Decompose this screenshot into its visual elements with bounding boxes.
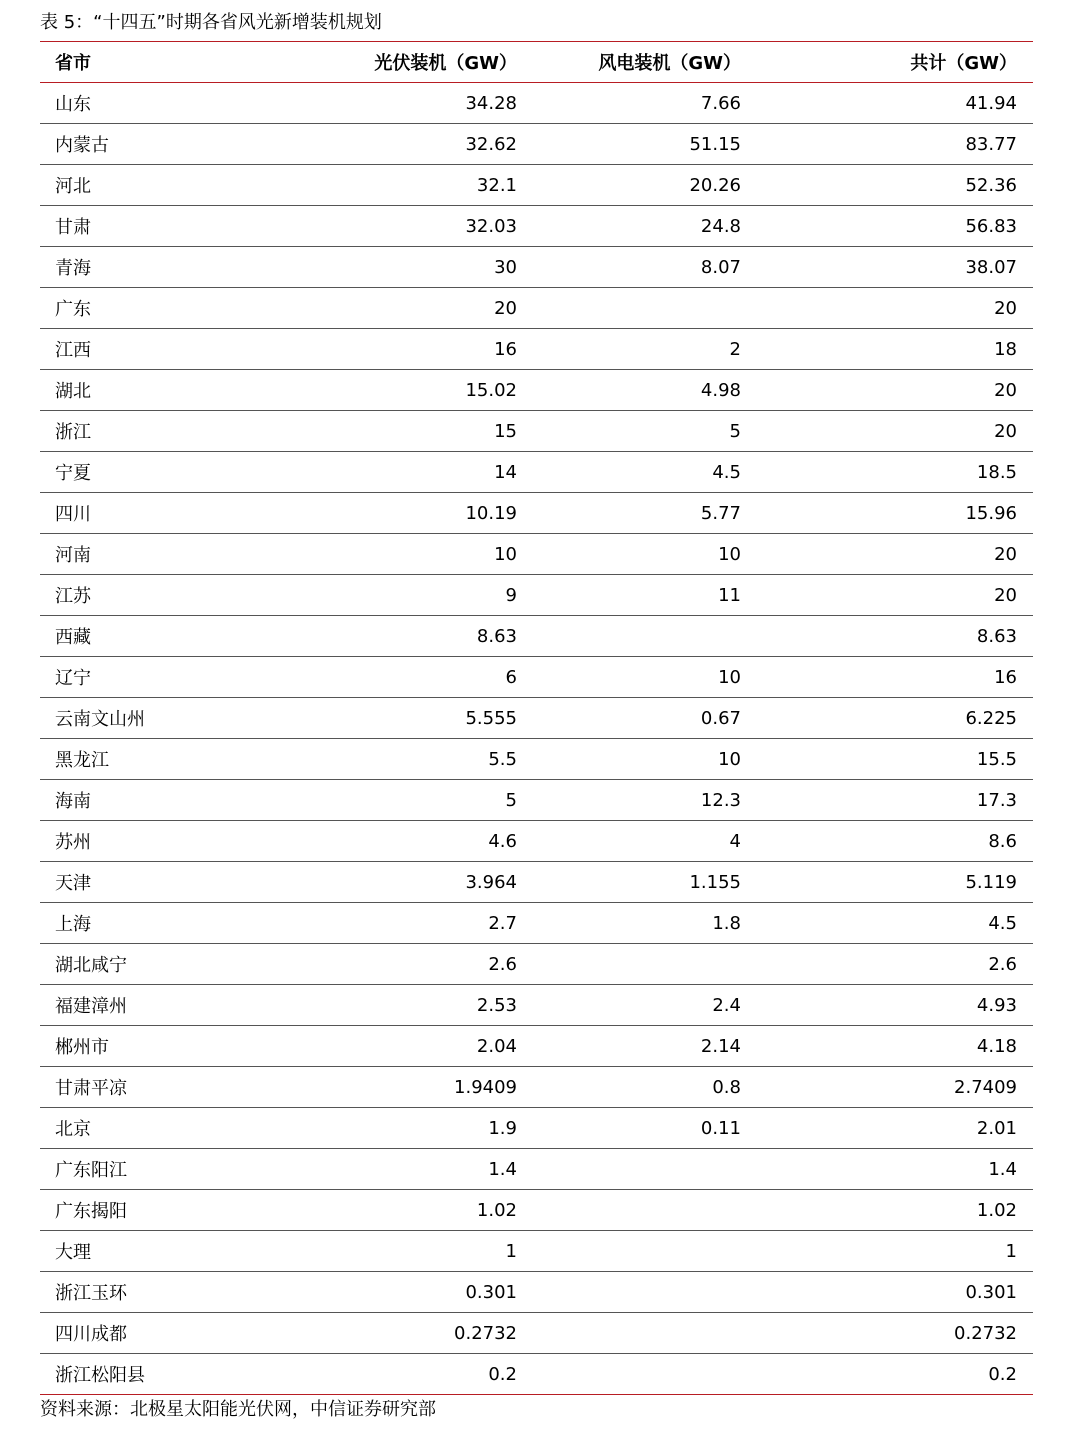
row-province: 甘肃 xyxy=(55,217,91,238)
row-province: 四川成都 xyxy=(55,1324,127,1345)
row-province: 天津 xyxy=(55,873,91,894)
row-total-value: 38.07 xyxy=(965,256,1017,278)
row-province: 山东 xyxy=(55,94,91,115)
table-row xyxy=(40,1108,1033,1149)
header-province: 省市 xyxy=(55,53,91,74)
row-wind-value: 10 xyxy=(718,543,741,565)
row-pv-value: 1 xyxy=(505,1240,517,1262)
table-row xyxy=(40,1149,1033,1190)
row-province: 青海 xyxy=(55,258,91,279)
row-pv-value: 2.6 xyxy=(488,953,517,975)
row-total-value: 20 xyxy=(994,297,1017,319)
row-wind-value: 0.11 xyxy=(700,1117,741,1139)
row-pv-value: 5.5 xyxy=(488,748,517,770)
table-row xyxy=(40,739,1033,780)
table-row xyxy=(40,411,1033,452)
row-pv-value: 30 xyxy=(494,256,517,278)
row-pv-value: 1.02 xyxy=(476,1199,517,1221)
row-province: 广东阳江 xyxy=(55,1160,127,1181)
row-wind-value: 24.8 xyxy=(700,215,741,237)
table-header-row xyxy=(40,42,1033,83)
table-row xyxy=(40,1067,1033,1108)
header-wind-capacity: 风电装机（GW） xyxy=(598,53,741,74)
table-row xyxy=(40,1190,1033,1231)
row-province: 湖北咸宁 xyxy=(55,955,127,976)
row-wind-value: 2 xyxy=(729,338,741,360)
row-total-value: 20 xyxy=(994,584,1017,606)
row-province: 江苏 xyxy=(55,586,91,607)
row-total-value: 20 xyxy=(994,379,1017,401)
table-body xyxy=(40,83,1033,1395)
header-pv-capacity: 光伏装机（GW） xyxy=(374,53,517,74)
row-province: 辽宁 xyxy=(55,668,91,689)
row-wind-value: 0.8 xyxy=(712,1076,741,1098)
row-province: 内蒙古 xyxy=(55,135,109,156)
table-row xyxy=(40,657,1033,698)
row-province: 广东 xyxy=(55,299,91,320)
row-wind-value: 2.14 xyxy=(700,1035,741,1057)
row-pv-value: 20 xyxy=(494,297,517,319)
row-province: 云南文山州 xyxy=(55,709,145,730)
row-wind-value: 7.66 xyxy=(700,92,741,114)
row-wind-value: 51.15 xyxy=(689,133,741,155)
table-row xyxy=(40,821,1033,862)
row-province: 广东揭阳 xyxy=(55,1201,127,1222)
row-total-value: 2.7409 xyxy=(954,1076,1017,1098)
table-row xyxy=(40,452,1033,493)
row-province: 河北 xyxy=(55,176,91,197)
row-total-value: 2.01 xyxy=(976,1117,1017,1139)
row-wind-value: 20.26 xyxy=(689,174,741,196)
row-total-value: 15.5 xyxy=(976,748,1017,770)
header-total: 共计（GW） xyxy=(910,53,1017,74)
row-total-value: 15.96 xyxy=(965,502,1017,524)
table-row xyxy=(40,247,1033,288)
row-pv-value: 15 xyxy=(494,420,517,442)
table-row xyxy=(40,1231,1033,1272)
table-row xyxy=(40,370,1033,411)
row-province: 海南 xyxy=(55,791,91,812)
row-total-value: 1 xyxy=(1005,1240,1017,1262)
row-total-value: 52.36 xyxy=(965,174,1017,196)
row-total-value: 0.2732 xyxy=(954,1322,1017,1344)
row-total-value: 0.2 xyxy=(988,1363,1017,1385)
table-row xyxy=(40,780,1033,821)
table-row xyxy=(40,83,1033,124)
row-province: 四川 xyxy=(55,504,91,525)
row-province: 江西 xyxy=(55,340,91,361)
row-wind-value: 10 xyxy=(718,748,741,770)
row-pv-value: 32.62 xyxy=(465,133,517,155)
table-row xyxy=(40,329,1033,370)
row-pv-value: 15.02 xyxy=(465,379,517,401)
table-caption: 表 5：“十四五”时期各省风光新增装机规划 xyxy=(40,12,382,33)
row-total-value: 2.6 xyxy=(988,953,1017,975)
row-pv-value: 34.28 xyxy=(465,92,517,114)
row-wind-value: 1.8 xyxy=(712,912,741,934)
table-row xyxy=(40,862,1033,903)
row-pv-value: 8.63 xyxy=(476,625,517,647)
table-row xyxy=(40,944,1033,985)
row-province: 浙江松阳县 xyxy=(55,1365,145,1386)
row-total-value: 4.18 xyxy=(976,1035,1017,1057)
row-total-value: 1.4 xyxy=(988,1158,1017,1180)
row-wind-value: 8.07 xyxy=(700,256,741,278)
row-pv-value: 9 xyxy=(505,584,517,606)
row-pv-value: 3.964 xyxy=(465,871,517,893)
row-province: 福建漳州 xyxy=(55,996,127,1017)
row-wind-value: 2.4 xyxy=(712,994,741,1016)
row-province: 大理 xyxy=(55,1242,91,1263)
row-pv-value: 2.04 xyxy=(476,1035,517,1057)
row-province: 浙江玉环 xyxy=(55,1283,127,1304)
row-total-value: 1.02 xyxy=(976,1199,1017,1221)
row-pv-value: 2.53 xyxy=(476,994,517,1016)
row-pv-value: 14 xyxy=(494,461,517,483)
row-pv-value: 2.7 xyxy=(488,912,517,934)
row-total-value: 4.93 xyxy=(976,994,1017,1016)
row-total-value: 17.3 xyxy=(976,789,1017,811)
row-total-value: 6.225 xyxy=(965,707,1017,729)
table-row xyxy=(40,288,1033,329)
table-row xyxy=(40,1272,1033,1313)
row-province: 西藏 xyxy=(55,627,91,648)
row-pv-value: 5 xyxy=(505,789,517,811)
row-wind-value: 4.98 xyxy=(700,379,741,401)
row-total-value: 4.5 xyxy=(988,912,1017,934)
row-province: 北京 xyxy=(55,1119,91,1140)
table-row xyxy=(40,1313,1033,1354)
row-total-value: 5.119 xyxy=(965,871,1017,893)
row-wind-value: 4 xyxy=(729,830,741,852)
table-row xyxy=(40,903,1033,944)
row-total-value: 20 xyxy=(994,420,1017,442)
row-pv-value: 0.2 xyxy=(488,1363,517,1385)
row-pv-value: 10.19 xyxy=(465,502,517,524)
table-row xyxy=(40,575,1033,616)
row-total-value: 18.5 xyxy=(976,461,1017,483)
row-wind-value: 12.3 xyxy=(700,789,741,811)
source-note: 资料来源：北极星太阳能光伏网，中信证券研究部 xyxy=(40,1399,436,1420)
row-wind-value: 5.77 xyxy=(700,502,741,524)
table-row xyxy=(40,534,1033,575)
row-pv-value: 4.6 xyxy=(488,830,517,852)
row-total-value: 0.301 xyxy=(965,1281,1017,1303)
row-province: 郴州市 xyxy=(55,1037,109,1058)
row-province: 湖北 xyxy=(55,381,91,402)
row-wind-value: 1.155 xyxy=(689,871,741,893)
row-pv-value: 1.9409 xyxy=(454,1076,517,1098)
row-pv-value: 1.4 xyxy=(488,1158,517,1180)
row-total-value: 83.77 xyxy=(965,133,1017,155)
table-row xyxy=(40,698,1033,739)
row-wind-value: 4.5 xyxy=(712,461,741,483)
row-province: 黑龙江 xyxy=(55,750,109,771)
table-row xyxy=(40,1354,1033,1395)
row-wind-value: 10 xyxy=(718,666,741,688)
row-total-value: 41.94 xyxy=(965,92,1017,114)
table-row xyxy=(40,616,1033,657)
row-total-value: 8.63 xyxy=(976,625,1017,647)
data-table xyxy=(40,41,1033,1395)
row-province: 浙江 xyxy=(55,422,91,443)
table-row xyxy=(40,985,1033,1026)
row-wind-value: 5 xyxy=(729,420,741,442)
row-province: 上海 xyxy=(55,914,91,935)
row-province: 甘肃平凉 xyxy=(55,1078,127,1099)
row-pv-value: 0.301 xyxy=(465,1281,517,1303)
row-total-value: 18 xyxy=(994,338,1017,360)
table-row xyxy=(40,493,1033,534)
row-province: 河南 xyxy=(55,545,91,566)
row-pv-value: 32.03 xyxy=(465,215,517,237)
row-pv-value: 6 xyxy=(505,666,517,688)
row-total-value: 8.6 xyxy=(988,830,1017,852)
table-row xyxy=(40,206,1033,247)
row-province: 宁夏 xyxy=(55,463,91,484)
row-pv-value: 32.1 xyxy=(476,174,517,196)
table-row xyxy=(40,124,1033,165)
row-province: 苏州 xyxy=(55,832,91,853)
row-pv-value: 0.2732 xyxy=(454,1322,517,1344)
row-wind-value: 11 xyxy=(718,584,741,606)
row-wind-value: 0.67 xyxy=(700,707,741,729)
row-total-value: 16 xyxy=(994,666,1017,688)
row-total-value: 20 xyxy=(994,543,1017,565)
row-pv-value: 5.555 xyxy=(465,707,517,729)
row-total-value: 56.83 xyxy=(965,215,1017,237)
table-row xyxy=(40,1026,1033,1067)
table-row xyxy=(40,165,1033,206)
row-pv-value: 16 xyxy=(494,338,517,360)
row-pv-value: 1.9 xyxy=(488,1117,517,1139)
row-pv-value: 10 xyxy=(494,543,517,565)
